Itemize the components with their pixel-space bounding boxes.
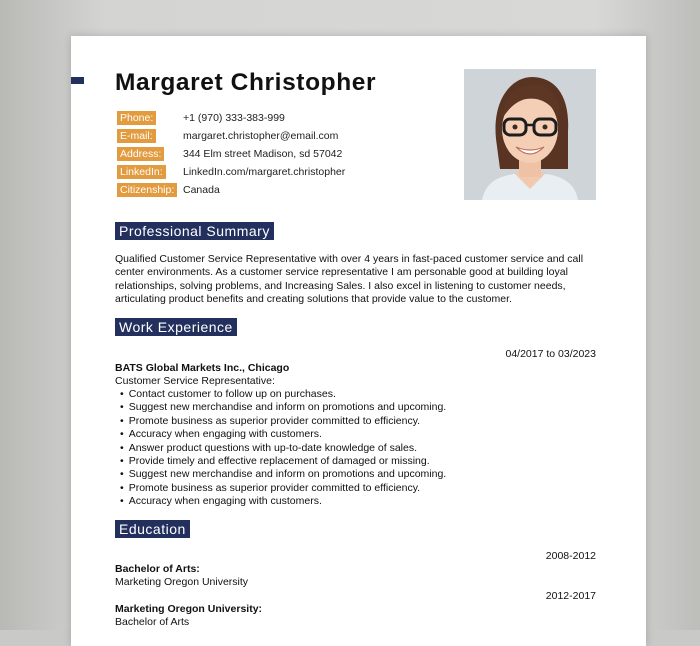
summary-text: Qualified Customer Service Representative with over 4 years in fast-paced customer service and call center environments. As a customer service representative I am personable good at building loyal relationships, solving problems, and Increasing Sales. I also excel in listening to customer needs, articulating product benefits and creating solutions that provide value to the customer.: [115, 253, 584, 306]
education-school: Marketing Oregon University: [115, 576, 249, 588]
contact-value: LinkedIn.com/margaret.christopher: [183, 166, 346, 178]
job-role: Customer Service Representative:: [115, 375, 275, 387]
accent-bar: [71, 77, 84, 84]
education-dates: 2008-2012: [545, 550, 596, 562]
profile-photo-illustration: [464, 69, 596, 200]
section-heading-summary: Professional Summary: [115, 222, 274, 240]
education-dates: 2012-2017: [545, 590, 596, 602]
list-item: • Accuracy when engaging with customers.: [120, 495, 446, 508]
contact-value: Canada: [183, 184, 220, 196]
job-bullets: [120, 388, 446, 509]
education-degree: Bachelor of Arts:: [115, 563, 200, 575]
contact-row-phone: [117, 109, 285, 127]
contact-label: LinkedIn:: [117, 165, 166, 179]
work-dates: 04/2017 to 03/2023: [505, 348, 596, 360]
education-degree: Marketing Oregon University:: [115, 603, 263, 615]
list-item: • Provide timely and effective replacement of damaged or missing.: [120, 455, 446, 468]
list-item: • Answer product questions with up-to-date knowledge of sales.: [120, 442, 446, 455]
contact-value: +1 (970) 333-383-999: [183, 112, 285, 124]
contact-list: [117, 109, 346, 199]
contact-row-linkedin: [117, 163, 346, 181]
profile-photo: [464, 69, 596, 200]
candidate-name: Margaret Christopher: [115, 69, 377, 96]
contact-row-email: [117, 127, 339, 145]
section-heading-work: Work Experience: [115, 318, 237, 336]
resume-page: [71, 36, 646, 646]
list-item: • Accuracy when engaging with customers.: [120, 428, 446, 441]
list-item: • Promote business as superior provider committed to efficiency.: [120, 482, 446, 495]
contact-label: Citizenship:: [117, 183, 177, 197]
list-item: • Contact customer to follow up on purchases.: [120, 388, 446, 401]
list-item: • Suggest new merchandise and inform on promotions and upcoming.: [120, 401, 446, 414]
list-item: • Suggest new merchandise and inform on promotions and upcoming.: [120, 468, 446, 481]
contact-row-address: [117, 145, 343, 163]
contact-label: E-mail:: [117, 129, 156, 143]
contact-row-citizenship: [117, 181, 220, 199]
job-company: BATS Global Markets Inc., Chicago: [115, 362, 290, 374]
contact-value: margaret.christopher@email.com: [183, 130, 339, 142]
education-school: Bachelor of Arts: [115, 616, 190, 628]
list-item: • Promote business as superior provider committed to efficiency.: [120, 415, 446, 428]
section-heading-education: Education: [115, 520, 190, 538]
contact-value: 344 Elm street Madison, sd 57042: [183, 148, 343, 160]
contact-label: Phone:: [117, 111, 156, 125]
contact-label: Address:: [117, 147, 164, 161]
